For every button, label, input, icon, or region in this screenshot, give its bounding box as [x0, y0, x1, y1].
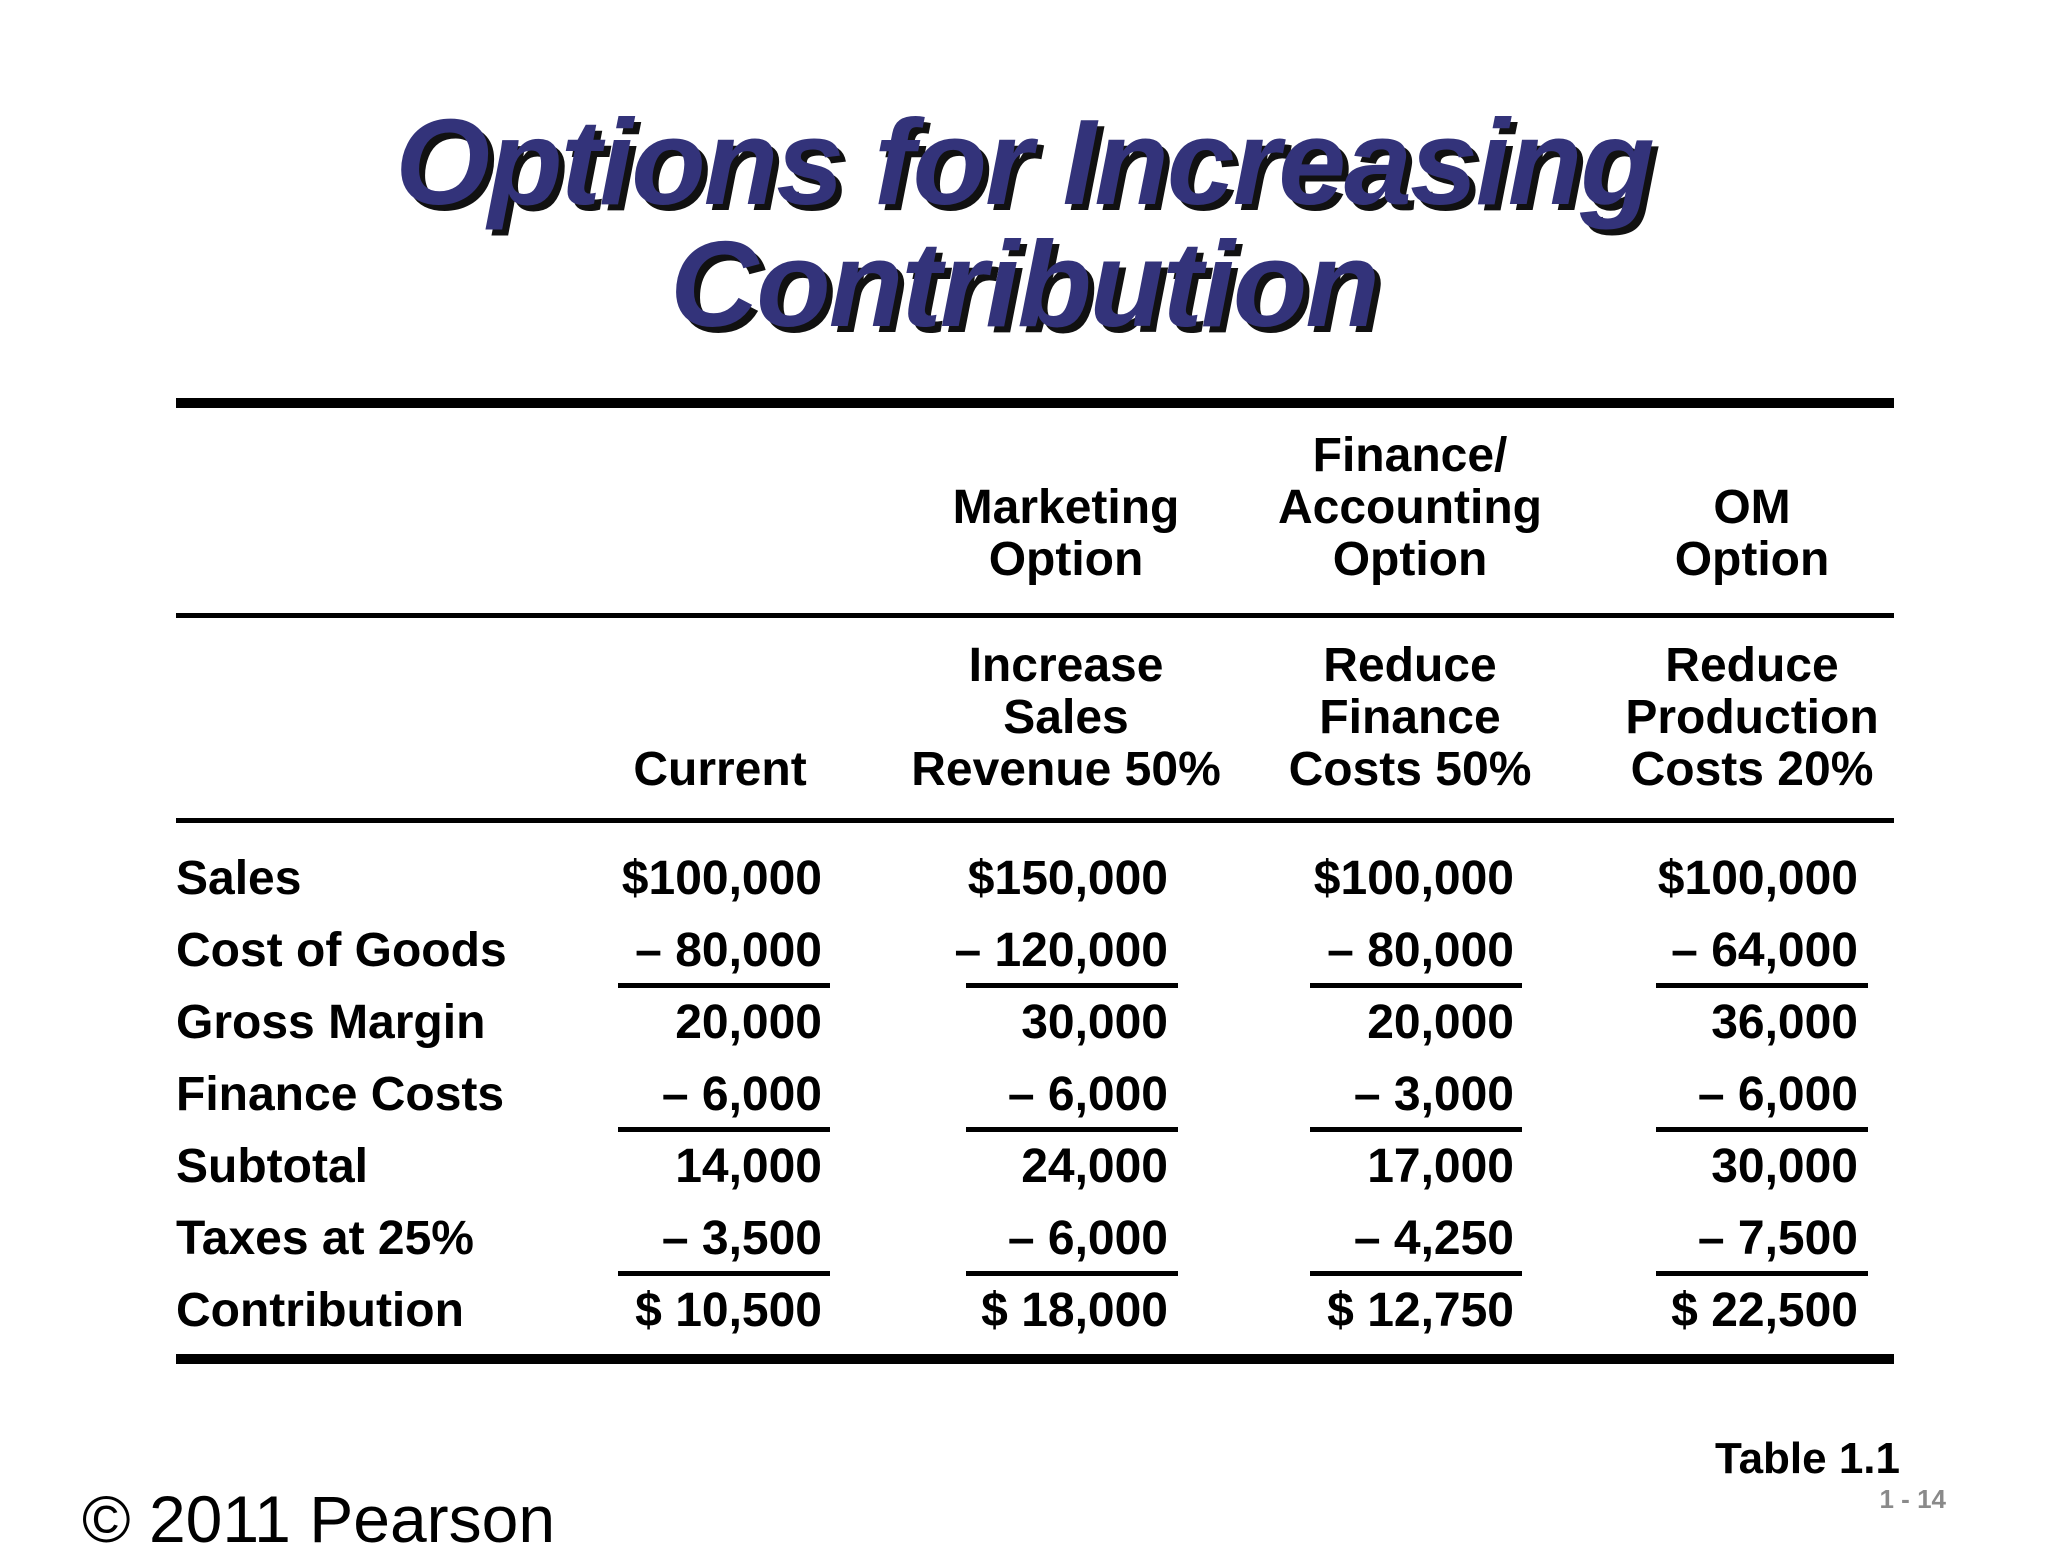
subtotal-underline: [1656, 983, 1868, 988]
cell-sales-om: $100,000: [1657, 852, 1858, 905]
cell-cost-of-goods-marketing: – 120,000: [954, 924, 1168, 977]
row-label-gross-margin: Gross Margin: [176, 996, 486, 1049]
cell-contribution-om: $ 22,500: [1671, 1284, 1858, 1337]
row-label-cost-of-goods: Cost of Goods: [176, 924, 507, 977]
cell-gross-margin-om: 36,000: [1711, 996, 1858, 1049]
header-om-option: OM Option: [1674, 481, 1830, 586]
slide-title-line-1: Options for Increasing: [395, 94, 1653, 230]
header-marketing-option: Marketing Option: [952, 481, 1180, 586]
cell-sales-finance: $100,000: [1313, 852, 1514, 905]
cell-cost-of-goods-om: – 64,000: [1671, 924, 1858, 977]
header-divider-rule: [176, 613, 1894, 618]
cell-subtotal-marketing: 24,000: [1021, 1140, 1168, 1193]
table-top-rule: [176, 398, 1894, 408]
cell-contribution-finance: $ 12,750: [1327, 1284, 1514, 1337]
column-header-rule: [176, 818, 1894, 823]
header-finance-accounting-option: Finance/ Accounting Option: [1278, 429, 1542, 586]
header-current: Current: [633, 743, 807, 796]
subtotal-underline: [1656, 1127, 1868, 1132]
cell-taxes-current: – 3,500: [661, 1212, 822, 1265]
table-caption: Table 1.1: [1714, 1434, 1900, 1483]
subtotal-underline: [1310, 1127, 1522, 1132]
cell-finance-costs-finance: – 3,000: [1353, 1068, 1514, 1121]
subtotal-underline: [1310, 983, 1522, 988]
header-reduce-finance-costs: Reduce Finance Costs 50%: [1288, 639, 1532, 796]
cell-sales-current: $100,000: [621, 852, 822, 905]
cell-taxes-marketing: – 6,000: [1007, 1212, 1168, 1265]
cell-finance-costs-om: – 6,000: [1697, 1068, 1858, 1121]
row-label-finance-costs: Finance Costs: [176, 1068, 505, 1121]
cell-taxes-finance: – 4,250: [1353, 1212, 1514, 1265]
header-reduce-production-costs: Reduce Production Costs 20%: [1625, 639, 1879, 796]
cell-cost-of-goods-current: – 80,000: [635, 924, 822, 977]
subtotal-underline: [966, 983, 1178, 988]
cell-gross-margin-current: 20,000: [675, 996, 822, 1049]
subtotal-underline: [1656, 1271, 1868, 1276]
cell-subtotal-current: 14,000: [675, 1140, 822, 1193]
row-label-taxes: Taxes at 25%: [176, 1212, 474, 1265]
cell-contribution-current: $ 10,500: [635, 1284, 822, 1337]
subtotal-underline: [618, 1271, 830, 1276]
cell-subtotal-om: 30,000: [1711, 1140, 1858, 1193]
subtotal-underline: [618, 983, 830, 988]
cell-finance-costs-marketing: – 6,000: [1007, 1068, 1168, 1121]
subtotal-underline: [966, 1271, 1178, 1276]
cell-sales-marketing: $150,000: [967, 852, 1168, 905]
cell-gross-margin-finance: 20,000: [1367, 996, 1514, 1049]
cell-cost-of-goods-finance: – 80,000: [1327, 924, 1514, 977]
cell-finance-costs-current: – 6,000: [661, 1068, 822, 1121]
row-label-subtotal: Subtotal: [176, 1140, 368, 1193]
cell-subtotal-finance: 17,000: [1367, 1140, 1514, 1193]
page-number: 1 - 14: [1879, 1484, 1946, 1514]
cell-gross-margin-marketing: 30,000: [1021, 996, 1168, 1049]
table-bottom-rule: [176, 1354, 1894, 1364]
row-label-contribution: Contribution: [176, 1284, 464, 1337]
header-increase-sales-revenue: Increase Sales Revenue 50%: [911, 639, 1221, 796]
slide-title-line-2: Contribution: [670, 216, 1378, 352]
cell-taxes-om: – 7,500: [1697, 1212, 1858, 1265]
subtotal-underline: [618, 1127, 830, 1132]
row-label-sales: Sales: [176, 852, 302, 905]
subtotal-underline: [1310, 1271, 1522, 1276]
cell-contribution-marketing: $ 18,000: [981, 1284, 1168, 1337]
subtotal-underline: [966, 1127, 1178, 1132]
copyright-notice: © 2011 Pearson: [82, 1482, 556, 1556]
